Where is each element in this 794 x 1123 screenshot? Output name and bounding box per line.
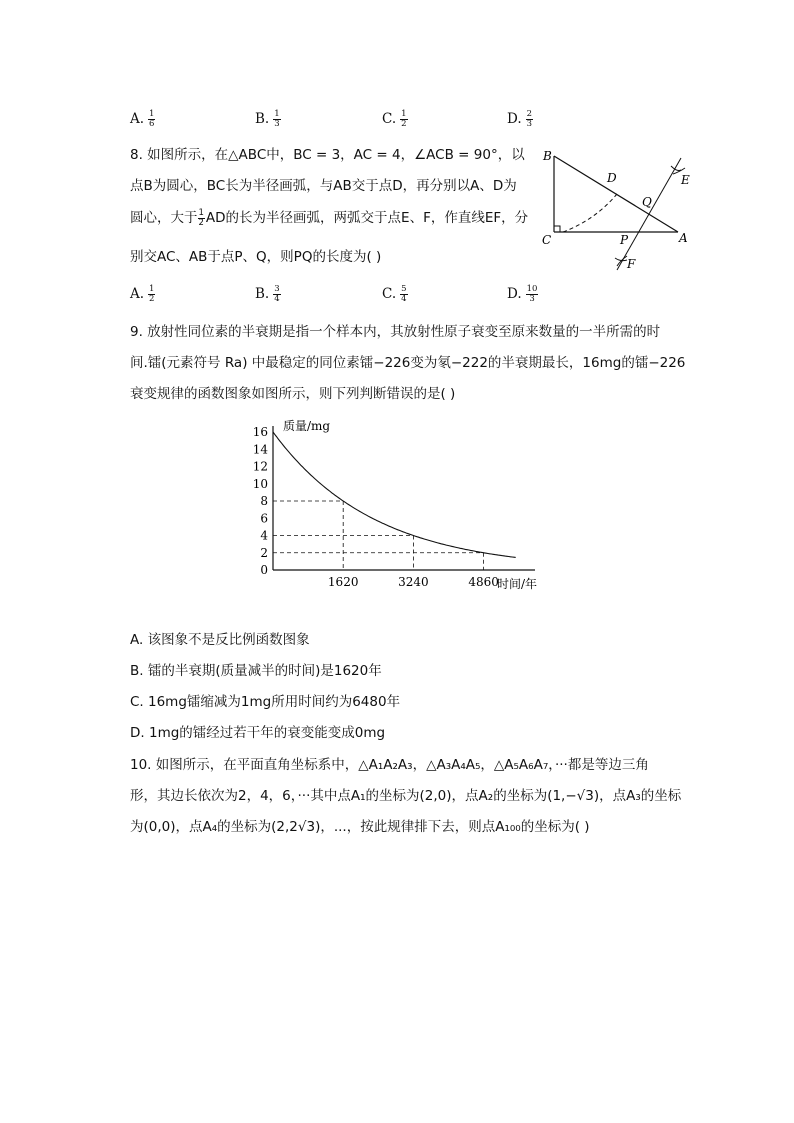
q8-option-b bbox=[255, 285, 281, 304]
q10-line-2: 形，其边长依次为2，4，6，···其中点A₁的坐标为(2,0)，点A₂的坐标为(1,−√3)，点A₃的坐标 bbox=[130, 788, 682, 804]
y-tick-label: 14 bbox=[252, 442, 268, 457]
label-d: D bbox=[607, 171, 617, 185]
q8-triangle-figure bbox=[535, 148, 695, 273]
label-c: C bbox=[542, 233, 552, 247]
x-tick-label: 1620 bbox=[327, 575, 359, 589]
y-tick-label: 16 bbox=[252, 425, 268, 439]
q8-line-2: 点B为圆心，BC长为半径画弧，与AB交于点D，再分别以A、D为 bbox=[130, 178, 517, 194]
fraction-numerator: 10 bbox=[526, 284, 538, 294]
q7-option-d bbox=[507, 110, 533, 129]
q7-option-label: B. bbox=[255, 111, 270, 127]
fraction-denominator: 6 bbox=[149, 119, 155, 129]
fraction-denominator: 3 bbox=[274, 119, 280, 129]
q7-option-label: C. bbox=[382, 111, 397, 127]
q8-line-4: 别交AC、AB于点P、Q，则PQ的长度为( ) bbox=[130, 249, 382, 265]
label-p: P bbox=[620, 233, 629, 247]
arc-bd bbox=[563, 194, 617, 232]
right-angle-mark bbox=[554, 226, 560, 232]
q9-line-1: 9. 放射性同位素的半衰期是指一个样本内，其放射性原子衰变至原来数量的一半所需的时 bbox=[130, 324, 661, 340]
y-tick-label: 12 bbox=[252, 459, 268, 474]
q9-option-b: B. 镭的半衰期(质量减半的时间)是1620年 bbox=[130, 663, 382, 679]
q8-option-label: A. bbox=[130, 286, 145, 302]
q8-option-d bbox=[507, 285, 538, 304]
y-tick-label: 4 bbox=[260, 528, 268, 543]
y-tick-label: 6 bbox=[260, 511, 268, 526]
q7-option-fraction bbox=[400, 110, 407, 129]
q8-option-fraction bbox=[148, 285, 155, 304]
q9-line-3: 衰变规律的函数图象如图所示，则下列判断错误的是( ) bbox=[130, 386, 456, 402]
fraction-denominator: 2 bbox=[149, 294, 155, 304]
q8-half-den: 2 bbox=[198, 217, 204, 228]
segment-ab bbox=[554, 156, 678, 232]
decay-curve bbox=[273, 432, 516, 557]
y-tick-label: 8 bbox=[260, 494, 268, 508]
q8-half-fraction bbox=[198, 209, 205, 228]
q7-option-label: D. bbox=[507, 111, 522, 127]
fraction-denominator: 2 bbox=[401, 119, 407, 129]
q7-option-fraction bbox=[273, 110, 280, 129]
label-q: Q bbox=[642, 195, 652, 209]
fraction-numerator: 1 bbox=[149, 284, 155, 294]
q7-option-fraction bbox=[148, 110, 155, 129]
label-f: F bbox=[627, 257, 636, 271]
fraction-numerator: 3 bbox=[274, 284, 280, 294]
q8-option-a bbox=[130, 285, 155, 304]
q8-line-3-post: AD的长为半径画弧，两弧交于点E、F，作直线EF，分 bbox=[205, 210, 529, 226]
fraction-denominator: 4 bbox=[401, 294, 407, 304]
q8-line-3 bbox=[130, 208, 528, 228]
label-e: E bbox=[681, 173, 690, 187]
q7-option-label: A. bbox=[130, 111, 145, 127]
fraction-denominator: 3 bbox=[526, 119, 533, 129]
q7-option-fraction bbox=[526, 110, 533, 129]
x-tick-label: 3240 bbox=[398, 575, 429, 589]
label-a: A bbox=[679, 231, 688, 245]
q9-option-d: D. 1mg的镭经过若干年的衰变能变成0mg bbox=[130, 725, 386, 741]
label-b: B bbox=[543, 149, 552, 163]
fraction-denominator: 3 bbox=[529, 294, 535, 304]
fraction-numerator: 1 bbox=[401, 109, 407, 119]
fraction-numerator: 1 bbox=[149, 109, 155, 119]
q8-option-label: C. bbox=[382, 286, 397, 302]
q7-option-b bbox=[255, 110, 281, 129]
q8-option-fraction bbox=[400, 285, 407, 304]
q7-option-c bbox=[382, 110, 408, 129]
q10-line-3: 为(0,0)，点A₄的坐标为(2,2√3)，...，按此规律排下去，则点A₁₀₀的坐标为( ) bbox=[130, 819, 590, 835]
x-axis-label: 时间/年 bbox=[497, 577, 538, 591]
q10-line-1: 10. 如图所示，在平面直角坐标系中，△A₁A₂A₃，△A₃A₄A₅，△A₅A₆A₇，···都是等边三角 bbox=[130, 757, 649, 773]
q7-option-a bbox=[130, 110, 155, 129]
line-ef bbox=[617, 158, 681, 270]
q9-option-a: A. 该图象不是反比例函数图象 bbox=[130, 632, 310, 648]
q8-half-num: 1 bbox=[198, 207, 204, 218]
fraction-numerator: 1 bbox=[274, 109, 280, 119]
arc-mark-f1 bbox=[615, 258, 627, 261]
y-axis-label: 质量/mg bbox=[283, 419, 331, 433]
q9-line-2: 间.镭(元素符号 Ra) 中最稳定的同位素镭−226变为氡−222的半衰期最长，16mg的镭−226 bbox=[130, 355, 686, 371]
x-tick-label: 4860 bbox=[468, 575, 499, 589]
q8-option-label: D. bbox=[507, 286, 522, 302]
y-tick-label: 2 bbox=[260, 545, 268, 560]
fraction-numerator: 5 bbox=[401, 284, 407, 294]
q8-option-fraction bbox=[273, 285, 280, 304]
q9-option-c: C. 16mg镭缩减为1mg所用时间约为6480年 bbox=[130, 694, 401, 710]
q8-option-c bbox=[382, 285, 408, 304]
y-tick-label: 0 bbox=[260, 563, 268, 577]
fraction-numerator: 2 bbox=[526, 109, 533, 119]
q8-line-1: 8. 如图所示，在△ABC中，BC = 3，AC = 4，∠ACB = 90°，以 bbox=[130, 147, 525, 163]
q8-option-fraction bbox=[526, 285, 539, 304]
y-tick-label: 10 bbox=[252, 476, 268, 491]
decay-chart bbox=[240, 408, 550, 598]
q8-option-label: B. bbox=[255, 286, 270, 302]
q8-line-3-pre: 圆心，大于 bbox=[130, 210, 198, 226]
fraction-denominator: 4 bbox=[274, 294, 280, 304]
